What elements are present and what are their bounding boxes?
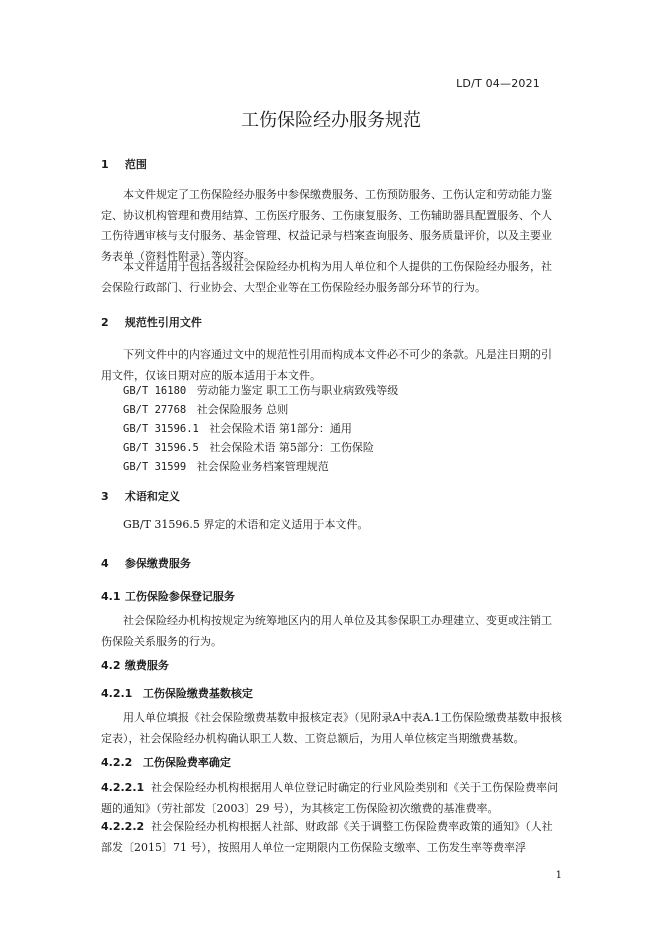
reference-title: 劳动能力鉴定 职工工伤与职业病致残等级 <box>196 384 399 397</box>
section-title: 术语和定义 <box>124 490 180 503</box>
section-title: 参保缴费服务 <box>124 557 191 570</box>
clause-text: 社会保险经办机构根据用人单位登记时确定的行业风险类别和《关于工伤保险费率问题的通知》（劳社部发〔2003〕29 号），为其核定工伤保险初次缴费的基准费率。 <box>101 781 559 815</box>
section-1-heading <box>101 156 147 172</box>
clause-4-2-2-2 <box>101 817 562 858</box>
section-number: 2 <box>101 316 109 329</box>
section-4-2-1-paragraph-1: 用人单位填报《社会保险缴费基数申报核定表》（见附录A中表A.1工伤保险缴费基数申报核定表），社会保险经办机构确认职工人数、工资总额后，为用人单位核定当期缴费基数。 <box>101 711 562 745</box>
section-2-heading <box>101 314 202 330</box>
section-title: 规范性引用文件 <box>124 316 202 329</box>
section-1-paragraph-2: 本文件适用于包括各级社会保险经办机构为用人单位和个人提供的工伤保险经办服务，社会保险行政部门、行业协会、大型企业等在工伤保险经办服务部分环节的行为。 <box>101 260 552 294</box>
document-number: LD/T 04—2021 <box>456 77 540 90</box>
reference-item <box>123 401 288 417</box>
clause-4-2-2-1 <box>101 778 562 819</box>
section-number: 4.2.2 <box>101 756 133 769</box>
document-title: 工伤保险经办服务规范 <box>241 110 421 131</box>
reference-item <box>123 420 352 436</box>
section-title: 缴费服务 <box>124 659 169 672</box>
section-number: 4 <box>101 557 109 570</box>
reference-item <box>123 382 398 398</box>
reference-title: 社会保险术语 第1部分：通用 <box>209 422 352 435</box>
section-title: 范围 <box>124 158 147 171</box>
section-3-heading <box>101 488 180 504</box>
section-title: 工伤保险缴费基数核定 <box>142 687 253 700</box>
section-4-2-2-heading <box>101 754 231 770</box>
section-number: 4.2.1 <box>101 687 133 700</box>
section-4-1-heading <box>101 588 235 604</box>
clause-number: 4.2.2.1 <box>101 781 145 794</box>
section-1-paragraph-1: 本文件规定了工伤保险经办服务中参保缴费服务、工伤预防服务、工伤认定和劳动能力鉴定、协议机构管理和费用结算、工伤医疗服务、工伤康复服务、工伤辅助器具配置服务、个人工伤待遇审核与支付服务、基金管理、权益记录与档案查询服务、服务质量评价，以及主要业务表单（资料性附录）等内容。 <box>101 188 552 263</box>
section-number: 1 <box>101 158 109 171</box>
reference-title: 社会保险业务档案管理规范 <box>196 460 329 473</box>
reference-code: GB/T 31599 <box>123 461 187 473</box>
section-4-1-paragraph-1: 社会保险经办机构按规定为统筹地区内的用人单位及其参保职工办理建立、变更或注销工伤保险关系服务的行为。 <box>101 614 552 648</box>
reference-code: GB/T 16180 <box>123 385 187 397</box>
section-title: 工伤保险费率确定 <box>142 756 231 769</box>
section-4-2-heading <box>101 657 169 673</box>
page-number: 1 <box>555 870 562 881</box>
reference-code: GB/T 31596.5 <box>123 442 199 454</box>
reference-code: GB/T 31596.1 <box>123 423 199 435</box>
clause-number: 4.2.2.2 <box>101 820 145 833</box>
clause-text: 社会保险经办机构根据人社部、财政部《关于调整工伤保险费率政策的通知》（人社部发〔2015〕71 号），按照用人单位一定期限内工伤保险支缴率、工伤发生率等费率浮 <box>101 820 553 854</box>
section-4-heading <box>101 555 191 571</box>
section-title: 工伤保险参保登记服务 <box>124 590 235 603</box>
reference-item <box>123 458 329 474</box>
section-4-2-1-heading <box>101 685 253 701</box>
reference-title: 社会保险服务 总则 <box>196 403 289 416</box>
section-number: 4.1 <box>101 590 121 603</box>
section-number: 3 <box>101 490 109 503</box>
section-2-paragraph-1: 下列文件中的内容通过文中的规范性引用而构成本文件必不可少的条款。凡是注日期的引用文件，仅该日期对应的版本适用于本文件。 <box>101 348 552 382</box>
section-3-paragraph-1: GB/T 31596.5 界定的术语和定义适用于本文件。 <box>123 518 369 531</box>
reference-item <box>123 439 374 455</box>
reference-code: GB/T 27768 <box>123 404 187 416</box>
reference-title: 社会保险术语 第5部分：工伤保险 <box>209 441 374 454</box>
section-number: 4.2 <box>101 659 121 672</box>
